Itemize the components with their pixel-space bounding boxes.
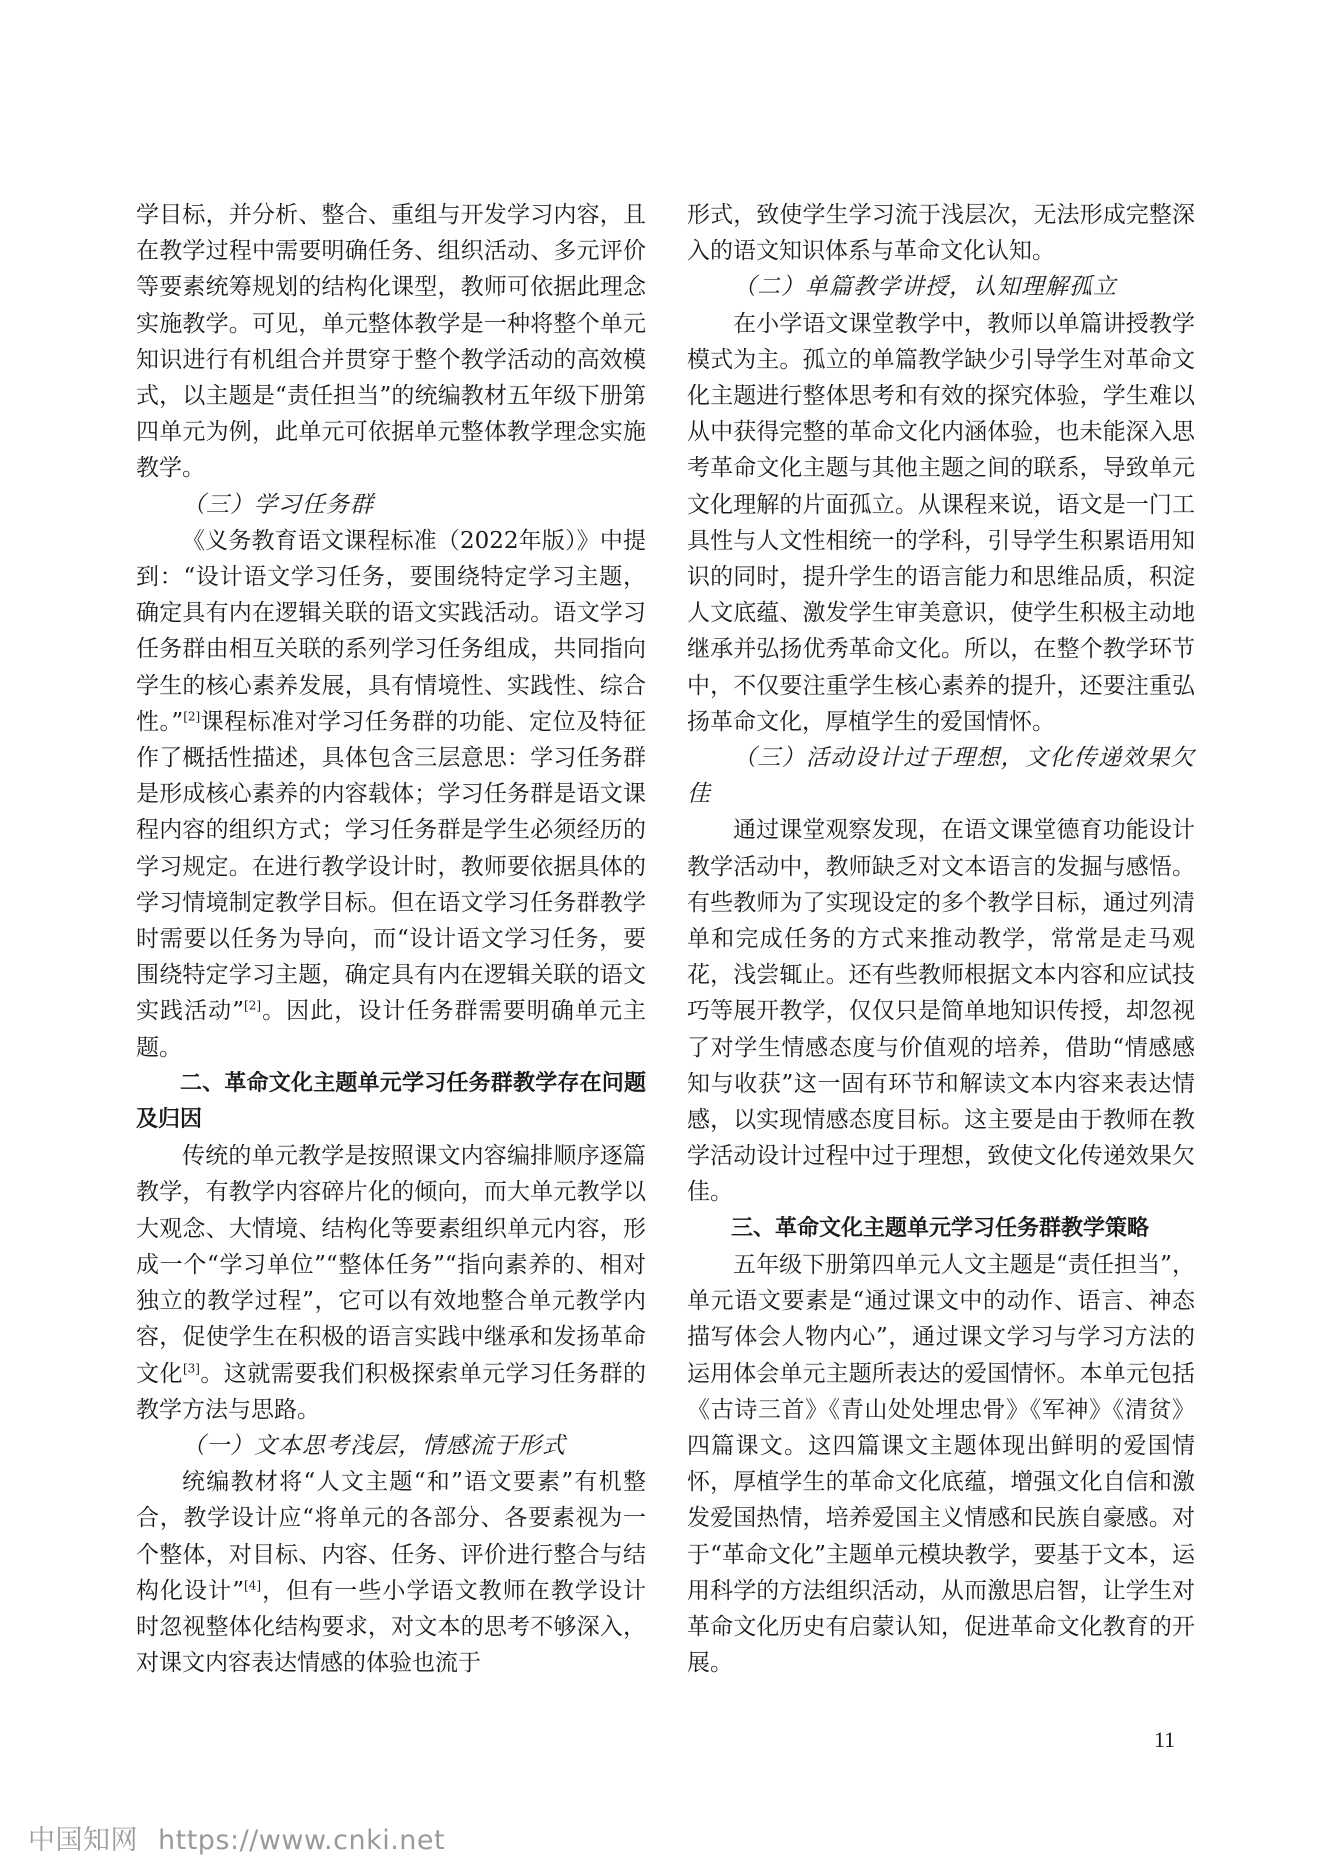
section-heading: （二）单篇教学讲授，认知理解孤立: [733, 274, 1117, 301]
cnki-url[interactable]: https://www.cnki.net: [158, 1825, 446, 1856]
section-heading: （三）活动设计过于理想，文化传递效果欠佳: [687, 745, 1195, 808]
paragraph: 通过课堂观察发现，在语文课堂德育功能设计教学活动中，教师缺乏对文本语言的发掘与感悟。有些教师为了实现设定的多个教学目标，通过列清单和完成任务的方式来推动教学，常常是走马观花，浅尝辄止。还有些教师根据文本内容和应试技巧等展开教学，仅仅只是简单地知识传授，却忽视了对学生情感态度与价值观的培养，借助“情感感知与收获”这一固有环节和解读文本内容来表达情感，以实现情感态度目标。这主要是由于教师在教学活动设计过程中过于理想，致使文化传递效果欠佳。: [687, 817, 1195, 1206]
right-column: [687, 197, 1195, 1681]
paragraph: 在小学语文课堂教学中，教师以单篇讲授教学模式为主。孤立的单篇教学缺少引导学生对革命文化主题进行整体思考和有效的探究体验，学生难以从中获得完整的革命文化内涵体验，也未能深入思考革命文化主题与其他主题之间的联系，导致单元文化理解的片面孤立。从课程来说，语文是一门工具性与人文性相统一的学科，引导学生积累语用知识的同时，提升学生的语言能力和思维品质，积淀人文底蕴、激发学生审美意识，使学生积极主动地继承并弘扬优秀革命文化。所以，在整个教学环节中，不仅要注重学生核心素养的提升，还要注重弘扬革命文化，厚植学生的爱国情怀。: [687, 310, 1195, 735]
paragraph: 形式，致使学生学习流于浅层次，无法形成完整深入的语文知识体系与革命文化认知。: [687, 202, 1195, 265]
paragraph: 《义务教育语文课程标准（2022年版）》中提到：“设计语文学习任务，要围绕特定学习主题，确定具有内在逻辑关联的语文实践活动。语文学习任务群由相互关联的系列学习任务组成，共同指向学生的核心素养发展，具有情境性、实践性、综合性。”[2]课程标准对学习任务群的功能、定位及特征作了概括性描述，具体包含三层意思：学习任务群是形成核心素养的内容载体；学习任务群是语文课程内容的组织方式；学习任务群是学生必须经历的学习规定。在进行教学设计时，教师要依据具体的学习情境制定教学目标。但在语文学习任务群教学时需要以任务为导向，而“设计语文学习任务，要围绕特定学习主题，确定具有内在逻辑关联的语文实践活动”[2]。因此，设计任务群需要明确单元主题。: [136, 527, 647, 1061]
footer-watermark: [28, 1818, 445, 1857]
page-number: 11: [1154, 1727, 1176, 1752]
citation-ref: [4]: [244, 1578, 262, 1593]
section-heading: （三）学习任务群: [182, 491, 374, 518]
section-heading: （一）文本思考浅层，情感流于形式: [182, 1432, 566, 1459]
citation-ref: [3]: [182, 1360, 200, 1375]
citation-ref: [2]: [244, 998, 262, 1013]
cnki-logo-text: 中国知网: [28, 1825, 138, 1856]
left-column: [136, 197, 646, 1681]
paragraph: 学目标，并分析、整合、重组与开发学习内容，且在教学过程中需要明确任务、组织活动、多元评价等要素统筹规划的结构化课型，教师可依据此理念实施教学。可见，单元整体教学是一种将整个单元知识进行有机组合并贯穿于整个教学活动的高效模式，以主题是“责任担当”的统编教材五年级下册第四单元为例，此单元可依据单元整体教学理念实施教学。: [136, 202, 646, 482]
paragraph: 统编教材将“人文主题“和”语文要素”有机整合，教学设计应“将单元的各部分、各要素视为一个整体，对目标、内容、任务、评价进行整合与结构化设计”[4]，但有一些小学语文教师在教学设计时忽视整体化结构要求，对文本的思考不够深入，对课文内容表达情感的体验也流于: [136, 1469, 647, 1677]
chapter-heading: 二、革命文化主题单元学习任务群教学存在问题及归因: [136, 1070, 646, 1133]
paragraph: 传统的单元教学是按照课文内容编排顺序逐篇教学，有教学内容碎片化的倾向，而大单元教学以大观念、大情境、结构化等要素组织单元内容，形成一个“学习单位”“整体任务”“指向素养的、相对独立的教学过程”，它可以有效地整合单元教学内容，促使学生在积极的语言实践中继承和发扬革命文化[3]。这就需要我们积极探索单元学习任务群的教学方法与思路。: [136, 1143, 647, 1423]
paragraph: 五年级下册第四单元人文主题是“责任担当”，单元语文要素是“通过课文中的动作、语言、神态描写体会人物内心”，通过课文学习与学习方法的运用体会单元主题所表达的爱国情怀。本单元包括《古诗三首》《青山处处埋忠骨》《军神》《清贫》四篇课文。这四篇课文主题体现出鲜明的爱国情怀，厚植学生的革命文化底蕴，增强文化自信和激发爱国热情，培养爱国主义情感和民族自豪感。对于“革命文化”主题单元模块教学，要基于文本，运用科学的方法组织活动，从而激思启智，让学生对革命文化历史有启蒙认知，促进革命文化教育的开展。: [687, 1251, 1195, 1677]
chapter-heading: 三、革命文化主题单元学习任务群教学策略: [731, 1215, 1150, 1241]
citation-ref: [2]: [183, 709, 201, 724]
